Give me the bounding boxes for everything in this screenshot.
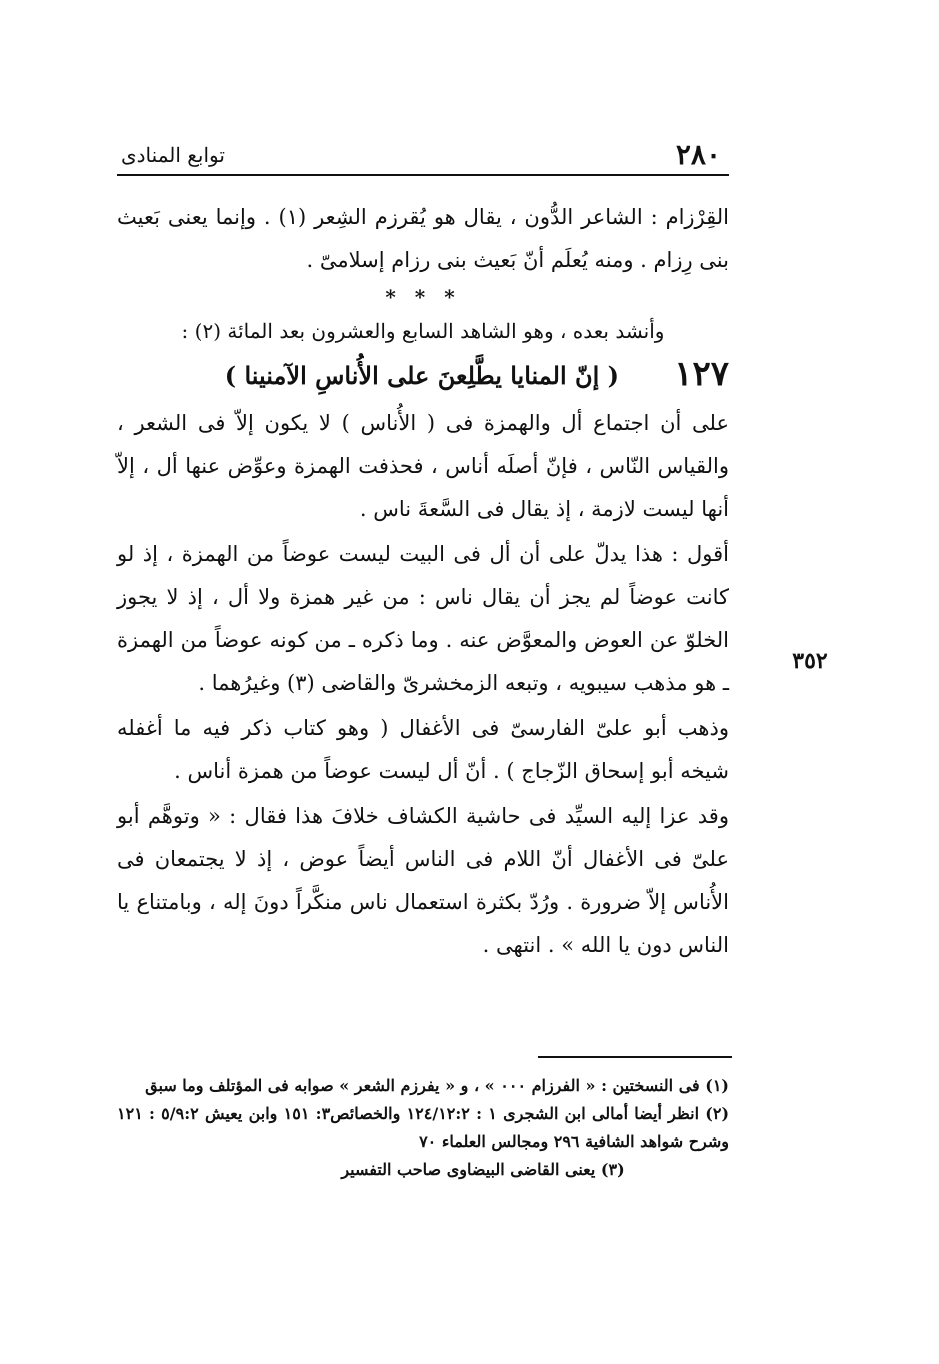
paragraph-3: أقول : هذا يدلّ على أن أل فى البيت ليست عوضاً من الهمزة ، إذ لو كانت عوضاً لم يجز أن يقال ناس : من غير همزة ولا أل ، إذ لا يجوز الخلوّ عن العوض والمعوَّض عنه . وما ذكره ـ من كونه عوضاً من الهمزة ـ هو مذهب سيبويه ، وتبعه الزمخشرىّ والقاضى (٣) وغيرُهما . — [117, 542, 729, 695]
paragraph-4: وذهب أبو علىّ الفارسىّ فى الأغفال ( وهو كتاب ذكر فيه ما أغفله شيخه أبو إسحاق الزّجاج ) . أنّ أل ليست عوضاً من همزة أناس . — [117, 716, 729, 783]
verse-intro: وأنشد بعده ، وهو الشاهد السابع والعشرون بعد المائة (٢) : — [181, 319, 665, 343]
footnote-3: (٣) يعنى القاضى البيضاوى صاحب التفسير — [341, 1160, 625, 1179]
verse-line — [117, 350, 729, 402]
section-separator: * * * — [385, 285, 461, 309]
paragraph-1: القِرْزام : الشاعر الدُّون ، يقال هو يُقرزم الشِعر (١) . وإنما يعنى بَعيث بنى رِزام . ومنه يُعلَم أنّ بَعيث بنى رزام إسلامىّ . — [117, 205, 729, 272]
footnote-1: (١) فى النسختين : « الفرزام ٠٠٠ » ، و « يفرزم الشعر » صوابه فى المؤتلف وما سبق — [145, 1076, 729, 1095]
footnote-separator — [538, 1056, 732, 1058]
footnote-2: (٢) انظر أيضا أمالى ابن الشجرى ١ : ١٢٤/١٢:٢ والخصائص٣: ١٥١ وابن يعيش ٥/٩:٢ : ١٢١ وشرح شواهد الشافية ٢٩٦ ومجالس العلماء ٧٠ — [117, 1104, 730, 1151]
paragraph-5: وقد عزا إليه السيِّد فى حاشية الكشاف خلافَ هذا فقال : « وتوهَّم أبو علىّ فى الأغفال أنّ اللام فى الناس أيضاً عوض ، إذ لا يجتمعان فى الأُناس إلاّ ضرورة . ورُدّ بكثرة استعمال ناس منكَّراً دونَ إله ، وبامتناع يا الناس دون يا الله » . انتهى . — [117, 804, 729, 957]
margin-reference-number: ٣٥٢ — [792, 648, 828, 674]
main-text — [117, 196, 729, 967]
page-number: ٢٨٠ — [675, 138, 721, 171]
page-header — [117, 138, 729, 176]
paragraph-2: على أن اجتماع أل والهمزة فى ( الأُناس ) لا يكون إلاّ فى الشعر ، والقياس النّاس ، فإنّ أصلَه أناس ، فحذفت الهمزة وعوِّض عنها أل ، إلاّ أنها ليست لازمة ، إذ يقال فى السَّعةَ ناس . — [117, 411, 729, 521]
verse-number: ١٢٧ — [674, 354, 729, 394]
running-title: توابع المنادى — [121, 143, 225, 167]
verse-text: ( إنّ المنايا يطَّلِعنَ على الأُناسِ الآمنينا ) — [224, 361, 619, 390]
footnotes — [117, 1072, 729, 1184]
